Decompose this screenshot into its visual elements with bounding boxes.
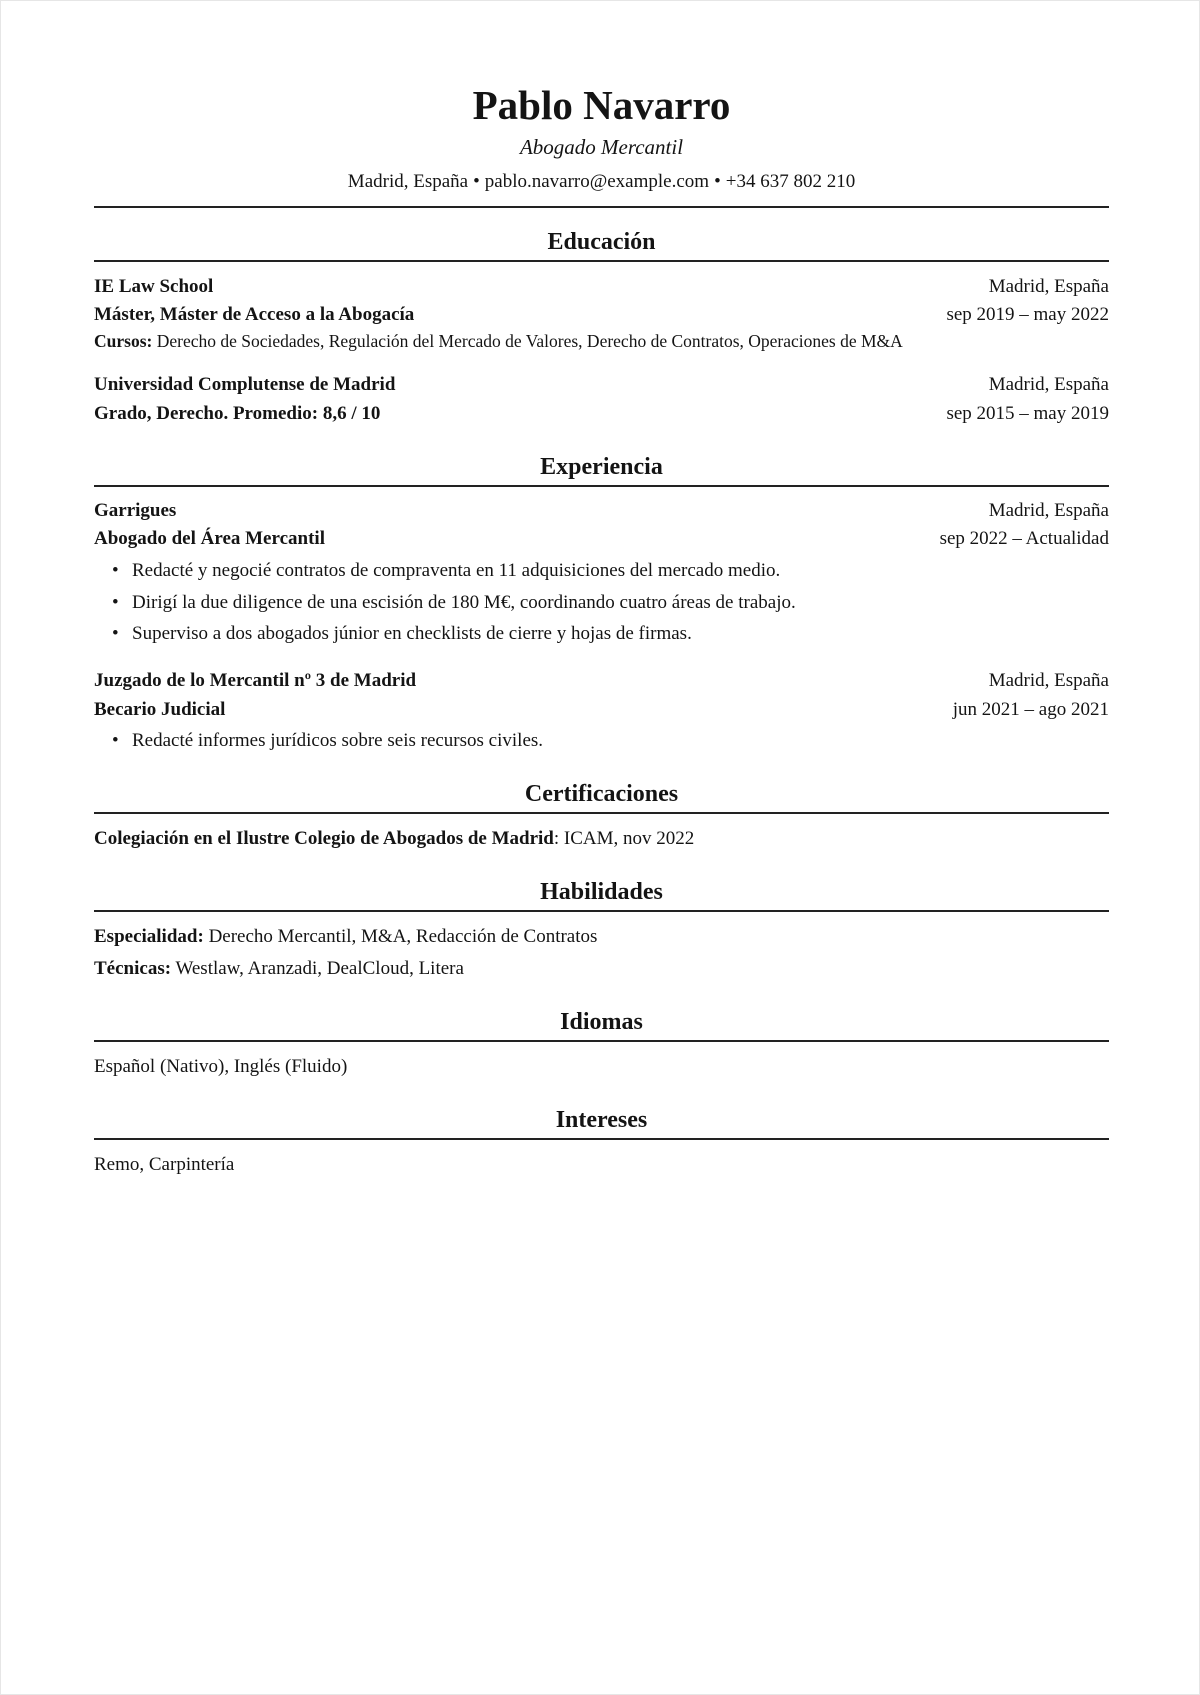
education-entry-header: [94, 273, 1109, 301]
company-name: Juzgado de lo Mercantil nº 3 de Madrid: [94, 670, 417, 691]
company-location: Madrid, España: [988, 670, 1109, 691]
institution-location: Madrid, España: [988, 276, 1109, 297]
experience-bullet: [112, 589, 1102, 617]
section-title-education: Educación: [547, 229, 656, 255]
section-title-certifications: Certificaciones: [524, 781, 679, 807]
position-dates: sep 2022 – Actualidad: [939, 528, 1109, 549]
bullet-text: Superviso a dos abogados júnior en checklists de cierre y hojas de firmas.: [132, 623, 692, 644]
languages-text: Español (Nativo), Inglés (Fluido): [94, 1056, 348, 1077]
section-divider: [94, 485, 1109, 487]
position-title: Abogado del Área Mercantil: [94, 528, 325, 549]
section-title-skills: Habilidades: [540, 879, 663, 905]
skill-line: [94, 955, 1109, 983]
section-divider: [94, 260, 1109, 262]
bullet-marker: •: [112, 560, 119, 581]
contact-phone: +34 637 802 210: [725, 171, 856, 192]
candidate-name: Pablo Navarro: [472, 82, 731, 128]
experience-entry-position: [94, 525, 1109, 553]
education-entry-degree: [94, 400, 1109, 428]
contact-email: pablo.navarro@example.com: [484, 171, 710, 192]
education-entry-degree: [94, 301, 1109, 329]
company-location: Madrid, España: [988, 500, 1109, 521]
header-divider: [94, 206, 1109, 208]
education-courses: [94, 328, 1109, 354]
skill-value: Westlaw, Aranzadi, DealCloud, Litera: [171, 958, 464, 979]
section-title-interests: Intereses: [555, 1107, 648, 1133]
bullet-marker: •: [112, 730, 119, 751]
degree-dates: sep 2015 – may 2019: [946, 403, 1109, 424]
skill-label: Especialidad:: [94, 926, 204, 947]
experience-bullet: [112, 727, 1102, 755]
courses-label: Cursos:: [94, 331, 153, 351]
experience-entry-header: [94, 497, 1109, 525]
experience-bullet: [112, 557, 1102, 585]
degree-dates: sep 2019 – may 2022: [946, 304, 1109, 325]
company-name: Garrigues: [94, 500, 177, 521]
experience-entry-header: [94, 667, 1109, 695]
section-divider: [94, 910, 1109, 912]
interests-text: Remo, Carpintería: [94, 1154, 235, 1175]
section-title-experience: Experiencia: [540, 454, 663, 480]
experience-bullet: [112, 620, 1102, 648]
bullet-text: Redacté informes jurídicos sobre seis recursos civiles.: [132, 730, 544, 751]
education-entry-header: [94, 371, 1109, 399]
skill-label: Técnicas:: [94, 958, 172, 979]
bullet-marker: •: [112, 623, 119, 644]
skill-line: [94, 923, 1109, 951]
candidate-role: Abogado Mercantil: [519, 135, 684, 159]
contact-line: [94, 168, 1109, 196]
contact-location: Madrid, España: [347, 171, 469, 192]
certification-name: Colegiación en el Ilustre Colegio de Abogados de Madrid: [94, 828, 554, 849]
section-divider: [94, 1040, 1109, 1042]
position-dates: jun 2021 – ago 2021: [952, 699, 1109, 720]
bullet-marker: •: [112, 592, 119, 613]
certification-item: [94, 825, 1109, 853]
position-title: Becario Judicial: [94, 699, 226, 720]
bullet-text: Redacté y negocié contratos de compraventa en 11 adquisiciones del mercado medio.: [132, 560, 781, 581]
institution-location: Madrid, España: [988, 374, 1109, 395]
section-title-languages: Idiomas: [560, 1009, 643, 1035]
experience-entry-position: [94, 696, 1109, 724]
degree-name: Grado, Derecho. Promedio: 8,6 / 10: [94, 403, 381, 424]
institution-name: Universidad Complutense de Madrid: [94, 374, 396, 395]
section-divider: [94, 812, 1109, 814]
contact-separator: •: [714, 171, 721, 192]
skill-value: Derecho Mercantil, M&A, Redacción de Contratos: [203, 926, 598, 947]
courses-list: Derecho de Sociedades, Regulación del Mercado de Valores, Derecho de Contratos, Operaciones de M&A: [156, 331, 903, 351]
degree-name: Máster, Máster de Acceso a la Abogacía: [94, 304, 415, 325]
contact-separator: •: [473, 171, 480, 192]
institution-name: IE Law School: [94, 276, 214, 297]
section-divider: [94, 1138, 1109, 1140]
certification-detail: : ICAM, nov 2022: [553, 828, 695, 849]
bullet-text: Dirigí la due diligence de una escisión de 180 M€, coordinando cuatro áreas de trabajo.: [132, 592, 796, 613]
